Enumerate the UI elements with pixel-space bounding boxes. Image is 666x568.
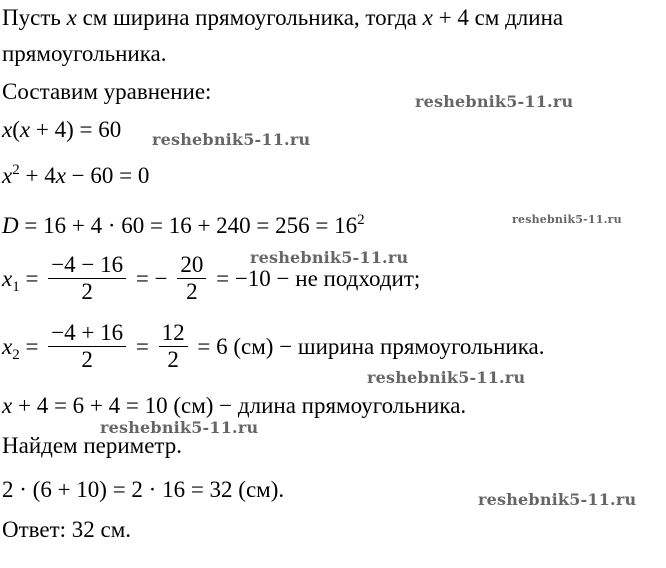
fraction (48, 320, 126, 373)
exponent: 2 (12, 162, 20, 178)
discriminant-line (2, 212, 365, 240)
variable-x: x (2, 333, 13, 359)
fraction-denominator: 2 (48, 278, 126, 305)
fraction-denominator: 2 (48, 346, 126, 373)
equation-text: + 4) = 60 (30, 117, 122, 142)
variable-x: x (2, 117, 13, 142)
watermark: reshebnik5-11.ru (512, 213, 622, 226)
fraction (177, 252, 206, 305)
watermark: reshebnik5-11.ru (415, 92, 574, 111)
equation-text: = −10 − не подходит; (210, 265, 421, 291)
statement-text: прямоугольника. (2, 41, 167, 66)
length-line (2, 392, 466, 420)
equation-text: + 4 (19, 163, 56, 188)
equation-text: ( (12, 117, 20, 142)
equation-text: = 6 (см) − ширина прямоугольника. (191, 333, 545, 359)
statement-line-1 (2, 4, 563, 32)
fraction-denominator: 2 (159, 346, 188, 373)
equation-text: = (19, 333, 45, 359)
statement-text: Пусть (2, 5, 67, 30)
equation-heading (2, 78, 211, 106)
fraction-numerator: 12 (161, 320, 185, 345)
equation-text: − 60 = 0 (65, 163, 150, 188)
answer-line (2, 516, 131, 544)
subscript: 1 (12, 278, 20, 295)
equation-text: = − (130, 265, 174, 291)
variable-x: x (55, 163, 66, 188)
equation-line (2, 116, 121, 144)
fraction-numerator: 20 (180, 252, 204, 277)
equation-text: = (130, 333, 155, 359)
equation-text: = 16 + 4 · 60 = 16 + 240 = 256 = 16 (18, 213, 358, 238)
statement-text: см ширина прямоугольника, тогда (76, 5, 423, 30)
heading-text: Найдем периметр. (2, 433, 183, 458)
equation-text: = (19, 265, 45, 291)
perimeter-calculation (2, 476, 284, 504)
watermark: reshebnik5-11.ru (152, 130, 311, 149)
variable-x: x (2, 265, 13, 291)
watermark: reshebnik5-11.ru (100, 418, 259, 437)
watermark: reshebnik5-11.ru (250, 248, 409, 267)
quadratic-equation-line (2, 162, 149, 190)
fraction (48, 252, 126, 305)
exponent: 2 (357, 212, 365, 228)
fraction-numerator: −4 + 16 (51, 320, 124, 345)
equation-text: + 4 = 6 + 4 = 10 (см) − длина прямоугольника. (12, 393, 467, 418)
watermark: reshebnik5-11.ru (478, 490, 637, 509)
answer-text: Ответ: 32 см. (2, 517, 132, 542)
variable-x: x (2, 163, 13, 188)
fraction-numerator: −4 − 16 (51, 252, 124, 277)
fraction (159, 320, 188, 373)
variable-x: x (19, 117, 31, 142)
variable-x: x (422, 5, 433, 30)
variable-x: x (66, 5, 77, 30)
subscript: 2 (12, 346, 20, 363)
equation-text: 2 · (6 + 10) = 2 · 16 = 32 (см). (2, 477, 285, 502)
variable-d: D (2, 213, 19, 238)
heading-text: Составим уравнение: (2, 79, 212, 104)
fraction-denominator: 2 (177, 278, 206, 305)
statement-text: + 4 см длина (432, 5, 564, 30)
statement-line-2 (2, 40, 167, 68)
watermark: reshebnik5-11.ru (367, 368, 526, 387)
variable-x: x (2, 393, 13, 418)
